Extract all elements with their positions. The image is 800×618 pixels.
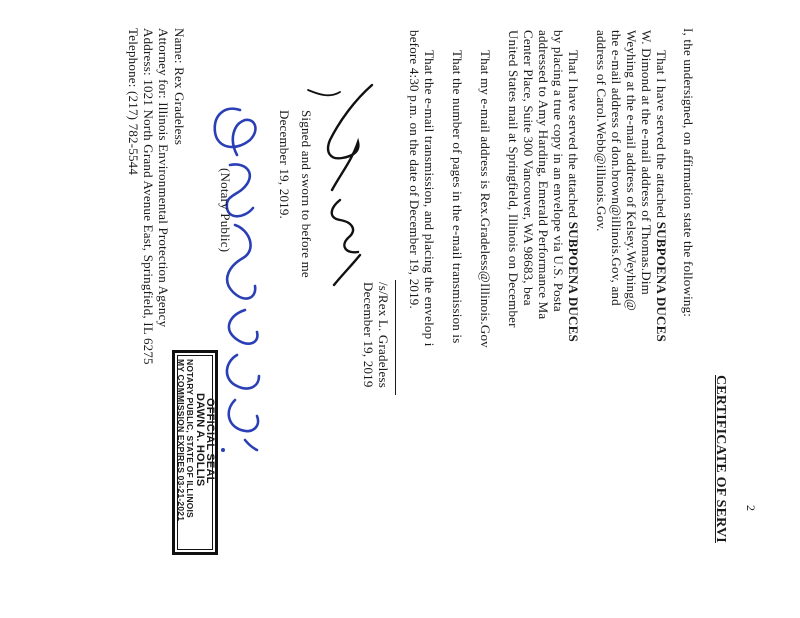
document-title: CERTIFICATE OF SERVI bbox=[713, 375, 728, 543]
para2-line4: Center Place, Suite 300 Vancouver, WA 98683, bea bbox=[521, 30, 536, 306]
para4-text: That the number of pages in the e-mail transmission is bbox=[450, 50, 465, 344]
para1-line2: W. Dimond at the e-mail address of Thomas.Dim bbox=[639, 30, 654, 295]
para2-line5: United States mail at Springfield, Illinois on December bbox=[506, 30, 521, 328]
seal-expiration: MY COMMISSION EXPIRES 03-21-2021 bbox=[176, 359, 186, 522]
para1-line5: address of Carol.Webb@illinois.Gov. bbox=[594, 30, 609, 232]
handwritten-signature-black bbox=[300, 80, 400, 290]
footer-name: Name: Rex Gradeless bbox=[172, 28, 187, 146]
para2-line1-text: That I have served the attached bbox=[566, 50, 581, 222]
para2-line1-bold: SUBPOENA DUCES bbox=[566, 221, 581, 342]
page-number: 2 bbox=[744, 505, 758, 512]
intro-text: I, the undersigned, on affirmation state the following: bbox=[681, 28, 696, 318]
para2-line1 bbox=[567, 50, 580, 342]
para1-line4: the e-mail address of don.brown@illinois.Gov, and bbox=[609, 30, 624, 306]
seal-notary-name: DAWN A. HOLLIS bbox=[194, 393, 206, 487]
para1-line3: Weyhing at the e-mail address of Kelsey.Weyhing@ bbox=[624, 30, 639, 312]
para1-line1-text: That I have served the attached bbox=[654, 50, 669, 222]
footer-address: Address: 1021 North Grand Avenue East, Springfield, IL 6275 bbox=[141, 28, 156, 365]
signer-date: December 19, 2019 bbox=[361, 282, 376, 388]
signer-name: /s/Rex L. Gradeless bbox=[376, 282, 391, 388]
sworn-text: Signed and sworn to before me bbox=[299, 110, 314, 278]
para2-line3: addressed to Amy Harding, Emerald Performance Ma bbox=[536, 30, 551, 320]
para3-text: That my e-mail address is Rex.Gradeless@Illinois.Gov bbox=[478, 50, 493, 348]
para2-line2: by placing a true copy in an envelope via U.S. Posta bbox=[551, 30, 566, 312]
notary-seal bbox=[172, 350, 218, 555]
seal-state: NOTARY PUBLIC, STATE OF ILLINOIS bbox=[185, 359, 195, 518]
signature-line bbox=[395, 280, 396, 395]
sworn-date: December 19, 2019. bbox=[277, 110, 292, 220]
seal-title: OFFICIAL SEAL bbox=[204, 398, 216, 484]
para5-line2: before 4:30 p.m. on the date of December 19, 2019. bbox=[407, 30, 422, 309]
para5-line1: That the e-mail transmission, and placing the envelop i bbox=[422, 50, 437, 347]
footer-telephone: Telephone: (217) 782-5544 bbox=[126, 28, 141, 176]
footer-attorney: Attorney for: Illinois Environmental Protection Agency bbox=[156, 28, 171, 328]
notary-label: (Notary Public) bbox=[218, 168, 233, 253]
para1-line1-bold: SUBPOENA DUCES bbox=[654, 221, 669, 342]
para1-line1 bbox=[655, 50, 668, 342]
